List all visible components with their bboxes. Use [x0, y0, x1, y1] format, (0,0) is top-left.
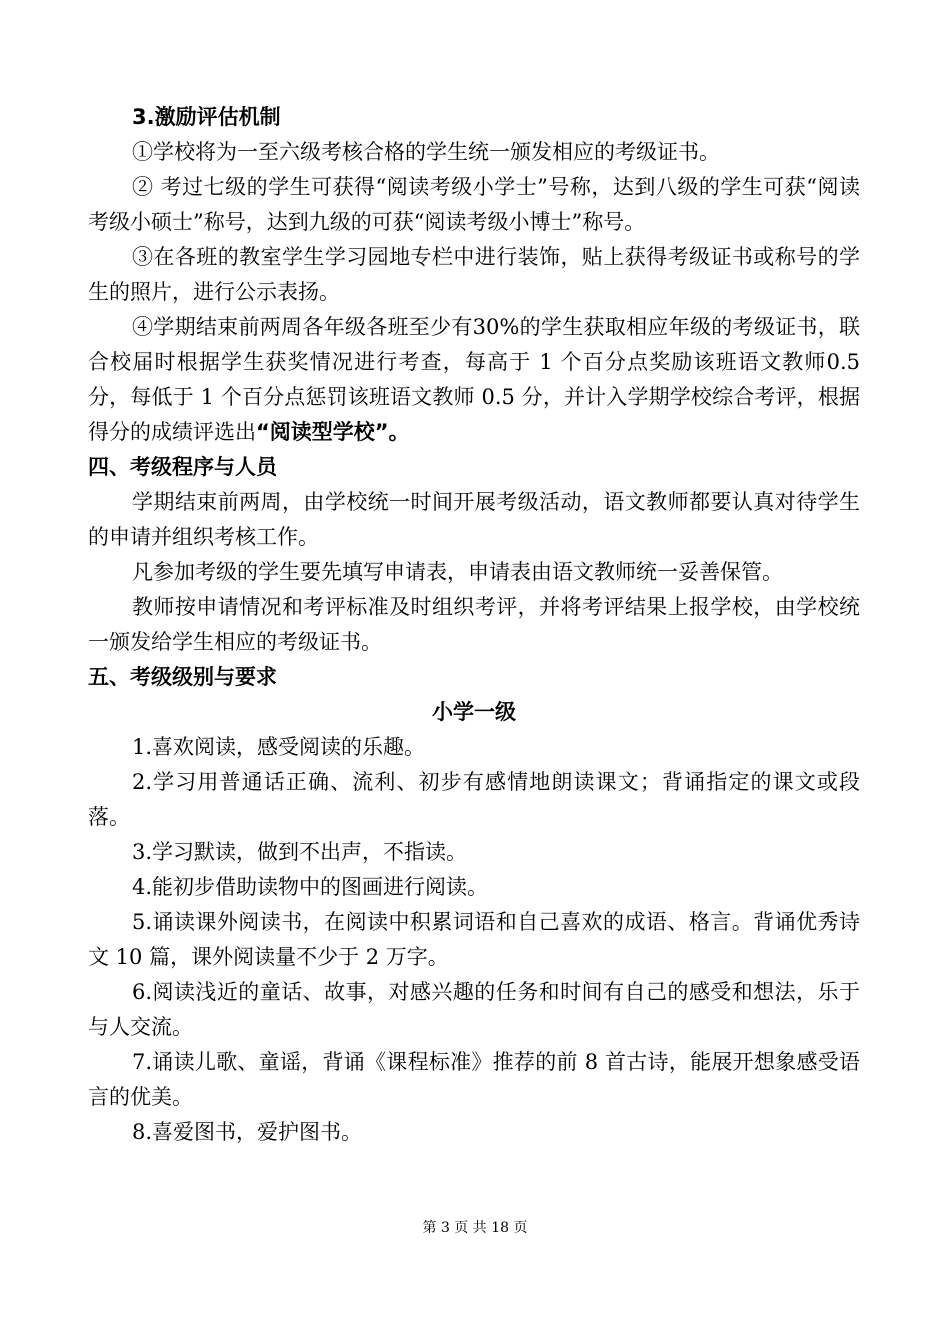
paragraph: 学期结束前两周，由学校统一时间开展考级活动，语文教师都要认真对待学生的申请并组织考核工作。 [88, 490, 860, 549]
emphasis-text: “阅读型学校”。 [256, 420, 410, 444]
page-content [88, 100, 860, 1150]
section-heading-levels: 五、考级级别与要求 [88, 665, 277, 689]
paragraph: 凡参加考级的学生要先填写申请表，申请表由语文教师统一妥善保管。 [132, 560, 783, 584]
list-item: 5.诵读课外阅读书，在阅读中积累词语和自己喜欢的成语、格言。背诵优秀诗文 10 篇，课外阅读量不少于 2 万字。 [88, 910, 860, 969]
section-heading-incentive: 3.激励评估机制 [132, 105, 281, 129]
paragraph: ③在各班的教室学生学习园地专栏中进行装饰，贴上获得考级证书或称号的学生的照片，进行公示表扬。 [88, 245, 860, 304]
level-title: 小学一级 [432, 700, 516, 724]
list-item: 3.学习默读，做到不出声，不指读。 [132, 840, 468, 864]
list-item: 6.阅读浅近的童话、故事，对感兴趣的任务和时间有自己的感受和想法，乐于与人交流。 [88, 980, 860, 1039]
list-item: 1.喜欢阅读，感受阅读的乐趣。 [132, 735, 426, 759]
paragraph: ①学校将为一至六级考核合格的学生统一颁发相应的考级证书。 [132, 140, 720, 164]
paragraph: 教师按申请情况和考评标准及时组织考评，并将考评结果上报学校，由学校统一颁发给学生相应的考级证书。 [88, 595, 860, 654]
list-item: 8.喜爱图书，爱护图书。 [132, 1120, 363, 1144]
page-footer: 第 3 页 共 18 页 [422, 1220, 528, 1236]
paragraph: ② 考过七级的学生可获得“阅读考级小学士”号称，达到八级的学生可获“阅读考级小硕士”称号，达到九级的可获“阅读考级小博士”称号。 [88, 175, 860, 234]
paragraph [88, 310, 860, 450]
section-heading-procedure: 四、考级程序与人员 [88, 455, 277, 479]
list-item: 4.能初步借助读物中的图画进行阅读。 [132, 875, 489, 899]
paragraph-text: ④学期结束前两周各年级各班至少有30%的学生获取相应年级的考级证书，联合校届时根据学生获奖情况进行考查，每高于 1 个百分点奖励该班语文教师0.5分，每低于 1 个百分点惩罚该班语文教师 0.5 分，并计入学期学校综合考评，根据得分的成绩评选出 [88, 315, 860, 444]
list-item: 2.学习用普通话正确、流利、初步有感情地朗读课文；背诵指定的课文或段落。 [88, 770, 860, 829]
list-item: 7.诵读儿歌、童谣，背诵《课程标准》推荐的前 8 首古诗，能展开想象感受语言的优美。 [88, 1050, 860, 1109]
